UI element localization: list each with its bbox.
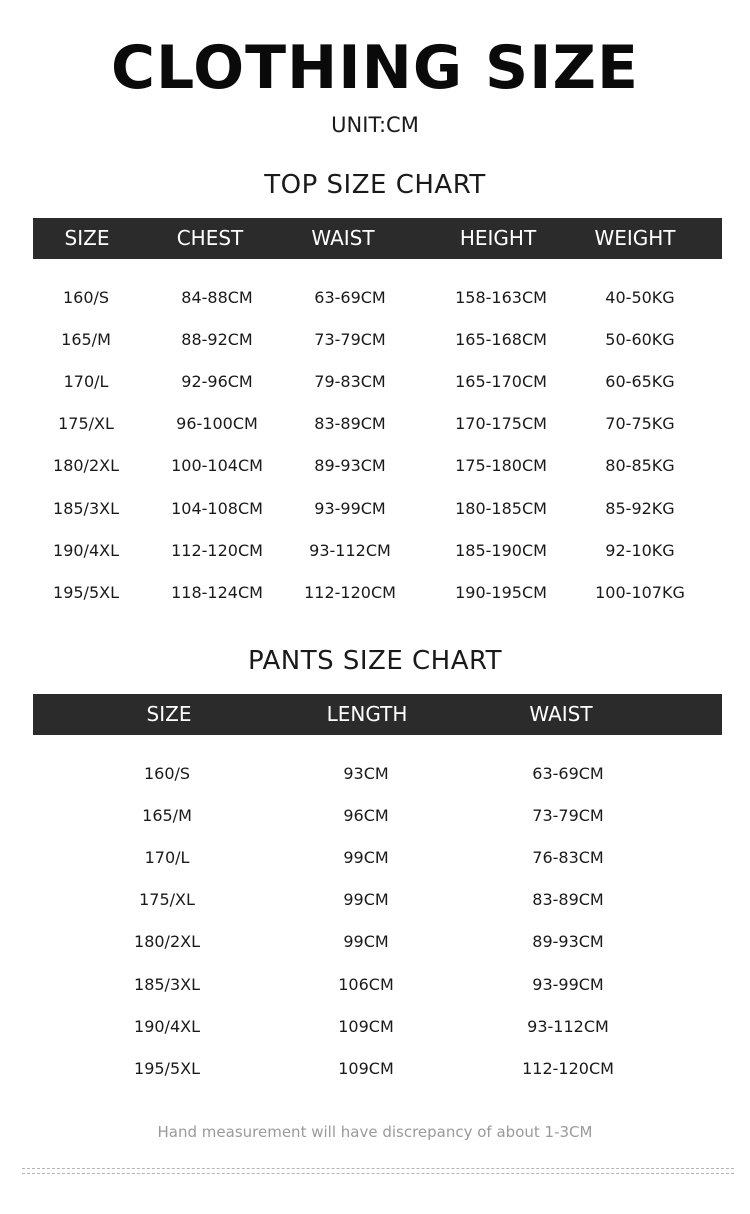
top-cell-height: 190-195CM (455, 582, 547, 602)
pants-chart-title: PANTS SIZE CHART (247, 646, 503, 676)
pants-cell-size: 175/XL (139, 890, 195, 910)
top-cell-waist: 63-69CM (314, 288, 386, 307)
top-cell-chest: 84-88CM (181, 288, 253, 307)
top-cell-size: 185/3XL (53, 498, 119, 518)
pants-cell-waist: 73-79CM (532, 806, 604, 826)
table-row (0, 411, 750, 437)
pants-cell-size: 170/L (144, 848, 190, 868)
top-cell-chest: 88-92CM (181, 330, 253, 350)
pants-cell-waist: 89-93CM (532, 932, 604, 952)
pants-header-length: LENGTH (326, 702, 408, 726)
pants-cell-size: 180/2XL (134, 932, 200, 952)
top-cell-chest: 96-100CM (176, 414, 258, 434)
table-row (0, 929, 750, 955)
dashed-divider (22, 1168, 734, 1169)
pants-cell-waist: 112-120CM (522, 1058, 614, 1078)
pants-cell-length: 99CM (343, 932, 389, 952)
pants-cell-length: 109CM (338, 1016, 394, 1036)
top-cell-waist: 93-99CM (314, 498, 386, 518)
top-cell-size: 190/4XL (53, 540, 119, 560)
top-chart-title: TOP SIZE CHART (264, 170, 486, 200)
pants-cell-length: 109CM (338, 1058, 394, 1078)
top-cell-weight: 85-92KG (605, 498, 675, 518)
pants-cell-waist: 63-69CM (532, 764, 604, 783)
pants-cell-size: 195/5XL (134, 1058, 200, 1078)
top-cell-waist: 112-120CM (304, 582, 396, 602)
top-header-waist: WAIST (311, 226, 375, 250)
table-row (0, 327, 750, 353)
unit-label: UNIT:CM (331, 113, 419, 137)
top-cell-chest: 92-96CM (181, 372, 253, 392)
top-cell-height: 170-175CM (455, 414, 547, 434)
top-cell-height: 180-185CM (455, 498, 547, 518)
top-cell-waist: 83-89CM (314, 414, 386, 434)
top-cell-chest: 118-124CM (171, 582, 263, 602)
pants-header-waist: WAIST (529, 702, 593, 726)
top-cell-height: 175-180CM (455, 456, 547, 476)
top-cell-size: 175/XL (58, 414, 114, 434)
top-cell-waist: 89-93CM (314, 456, 386, 476)
pants-cell-waist: 83-89CM (532, 890, 604, 910)
table-row (0, 538, 750, 564)
table-row (0, 761, 750, 787)
top-cell-weight: 60-65KG (605, 372, 675, 392)
pants-cell-length: 99CM (343, 848, 389, 868)
top-cell-chest: 100-104CM (171, 456, 263, 476)
pants-cell-size: 160/S (143, 764, 191, 783)
top-cell-weight: 70-75KG (605, 414, 675, 434)
pants-chart-header (33, 694, 722, 735)
table-row (0, 580, 750, 606)
top-header-chest: CHEST (176, 226, 244, 250)
page-title: CLOTHING SIZE (111, 33, 639, 103)
top-header-height: HEIGHT (459, 226, 537, 250)
pants-cell-length: 106CM (338, 974, 394, 994)
pants-cell-size: 165/M (142, 806, 192, 826)
top-cell-height: 165-170CM (455, 372, 547, 392)
top-cell-height: 165-168CM (455, 330, 547, 350)
table-row (0, 845, 750, 871)
top-cell-weight: 92-10KG (605, 540, 675, 560)
table-row (0, 369, 750, 395)
table-row (0, 1056, 750, 1082)
table-row (0, 803, 750, 829)
top-cell-waist: 79-83CM (314, 372, 386, 392)
pants-cell-waist: 93-99CM (532, 974, 604, 994)
top-header-weight: WEIGHT (594, 226, 676, 250)
top-cell-size: 165/M (61, 330, 111, 350)
pants-cell-size: 190/4XL (134, 1016, 200, 1036)
top-cell-waist: 73-79CM (314, 330, 386, 350)
top-cell-weight: 40-50KG (605, 288, 675, 307)
top-cell-weight: 80-85KG (605, 456, 675, 476)
pants-cell-waist: 93-112CM (527, 1016, 609, 1036)
top-cell-chest: 104-108CM (171, 498, 263, 518)
top-chart-header (33, 218, 722, 259)
table-row (0, 1014, 750, 1040)
pants-cell-size: 185/3XL (134, 974, 200, 994)
top-header-size: SIZE (64, 226, 110, 250)
table-row (0, 285, 750, 311)
table-row (0, 453, 750, 479)
pants-cell-waist: 76-83CM (532, 848, 604, 868)
top-cell-size: 195/5XL (53, 582, 119, 602)
top-cell-weight: 100-107KG (595, 582, 685, 602)
top-cell-size: 170/L (63, 372, 109, 392)
top-cell-chest: 112-120CM (171, 540, 263, 560)
table-row (0, 496, 750, 522)
top-cell-size: 180/2XL (53, 456, 119, 476)
dashed-divider (22, 1173, 734, 1174)
top-cell-waist: 93-112CM (309, 540, 391, 560)
table-row (0, 972, 750, 998)
pants-header-size: SIZE (146, 702, 192, 726)
top-cell-height: 185-190CM (455, 540, 547, 560)
pants-cell-length: 96CM (343, 806, 389, 826)
top-cell-weight: 50-60KG (605, 330, 675, 350)
top-cell-height: 158-163CM (455, 288, 547, 307)
pants-cell-length: 93CM (343, 764, 389, 783)
top-cell-size: 160/S (62, 288, 110, 307)
table-row (0, 887, 750, 913)
measurement-note: Hand measurement will have discrepancy of about 1-3CM (157, 1123, 593, 1141)
pants-cell-length: 99CM (343, 890, 389, 910)
